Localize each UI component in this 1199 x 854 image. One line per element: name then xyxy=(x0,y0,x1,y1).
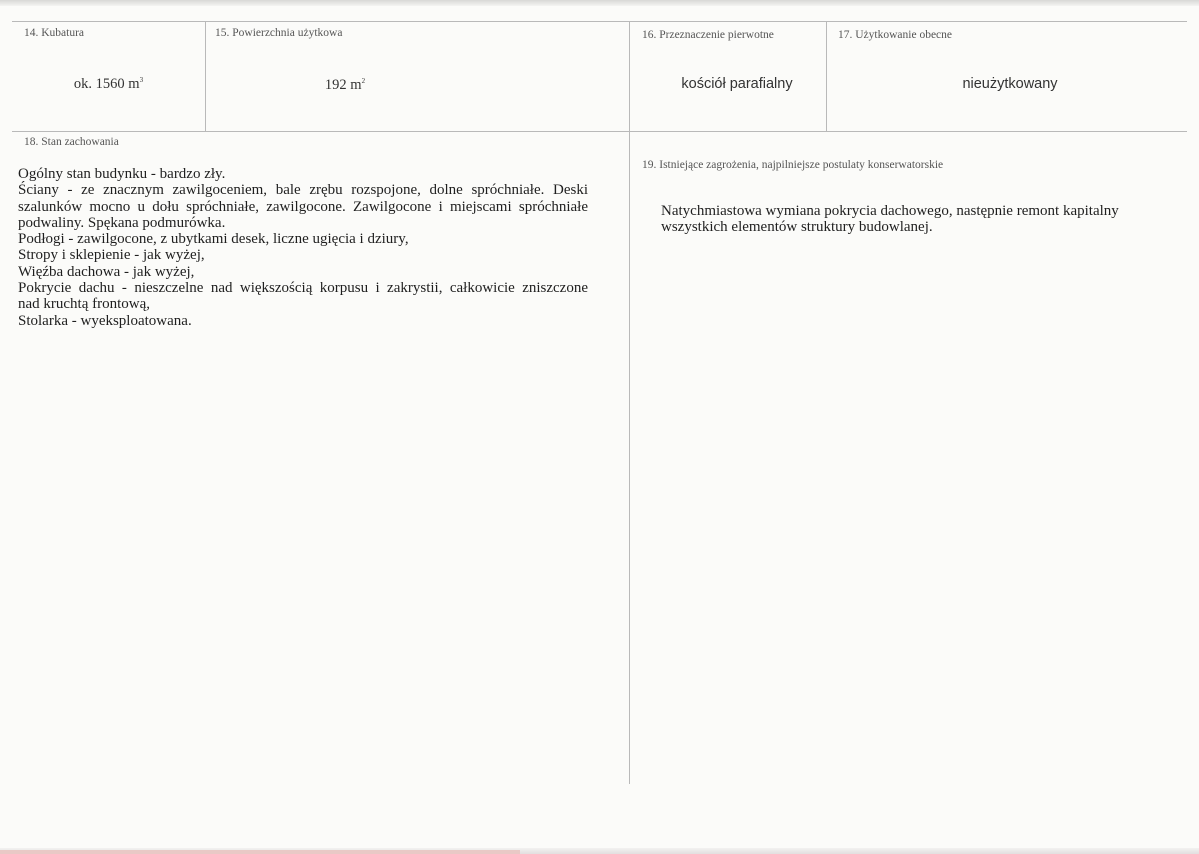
zagrozenia-text xyxy=(661,203,1161,236)
stan-line-10: Stolarka - wyeksploatowana. xyxy=(18,312,192,329)
form-top-rule xyxy=(12,21,1187,22)
powierzchnia-number: 192 m xyxy=(324,77,362,93)
zagrozenia-line-2: wszystkich elementów struktury budowlanej. xyxy=(661,219,933,236)
field-label-kubatura: 14. Kubatura xyxy=(24,27,85,39)
stan-line-1: Ogólny stan budynku - bardzo zły. xyxy=(18,166,226,182)
stan-line-2: Ściany - ze znacznym zawilgoceniem, bale zrębu rozspojone, dolne spróchniałe. Deski xyxy=(18,182,588,199)
stan-line-6: Stropy i sklepienie - jak wyżej, xyxy=(18,247,205,264)
kubatura-exponent: 3 xyxy=(139,76,144,84)
form-middle-rule xyxy=(12,131,1187,132)
field-value-kubatura xyxy=(12,76,205,93)
field-value-uzytkowanie: nieużytkowany xyxy=(962,76,1058,92)
field-label-przeznaczenie: 16. Przeznaczenie pierwotne xyxy=(642,29,774,41)
divider-main xyxy=(629,21,630,784)
field-label-powierzchnia: 15. Powierzchnia użytkowa xyxy=(215,27,343,39)
field-value-przeznaczenie: kościół parafialny xyxy=(681,76,793,92)
powierzchnia-exponent: 2 xyxy=(361,77,366,85)
stan-zachowania-text xyxy=(18,166,588,329)
divider-14-15 xyxy=(205,21,206,131)
field-label-stan-zachowania: 18. Stan zachowania xyxy=(24,136,119,148)
scan-edge-bottom-tint xyxy=(0,850,520,854)
field-label-uzytkowanie: 17. Użytkowanie obecne xyxy=(838,29,953,41)
stan-line-7: Więźba dachowa - jak wyżej, xyxy=(18,263,195,280)
stan-line-3: szalunków mocno u dołu spróchniałe, zawilgocone. Zawilgocone i miejscami spróchniałe xyxy=(18,198,588,215)
field-label-zagrozenia: 19. Istniejące zagrożenia, najpilniejsze postulaty konserwatorskie xyxy=(642,159,944,171)
kubatura-number: ok. 1560 m xyxy=(73,76,140,92)
stan-line-9: nad kruchtą frontową, xyxy=(18,296,151,313)
stan-line-4: podwaliny. Spękana podmurówka. xyxy=(18,214,226,231)
zagrozenia-line-1: Natychmiastowa wymiana pokrycia dachowego, następnie remont kapitalny xyxy=(661,203,1119,219)
scan-edge-top xyxy=(0,0,1199,6)
stan-line-5: Podłogi - zawilgocone, z ubytkami desek, liczne ugięcia i dziury, xyxy=(18,231,409,248)
field-value-powierzchnia xyxy=(206,77,484,94)
stan-line-8: Pokrycie dachu - nieszczelne nad większością korpusu i zakrystii, całkowicie zniszczone xyxy=(18,280,588,297)
